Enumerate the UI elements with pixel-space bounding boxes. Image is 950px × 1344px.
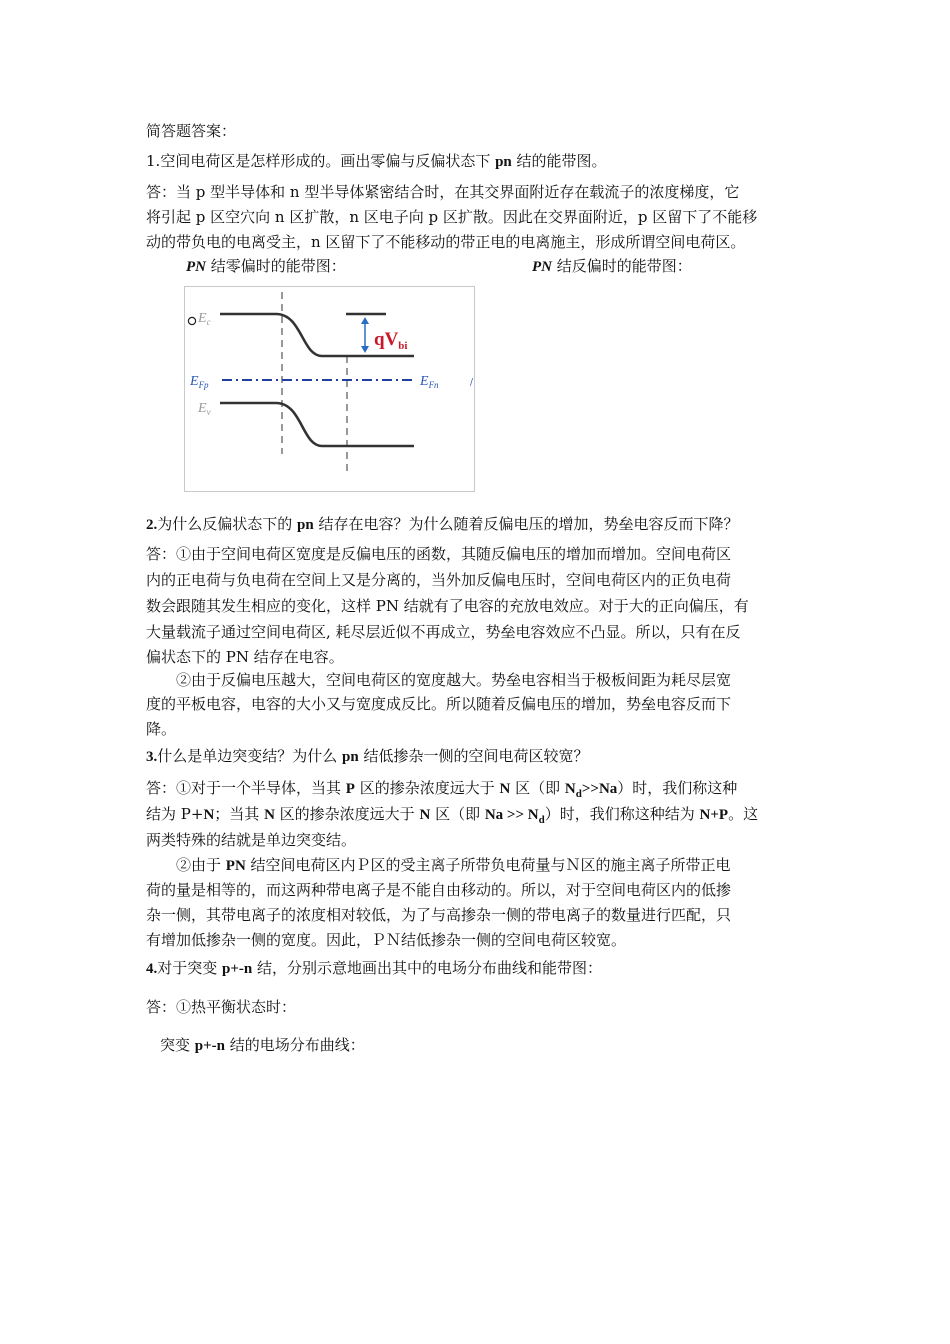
answer-4-subheading: 突变 p+-n 结的电场分布曲线：	[160, 1036, 365, 1054]
question-1: 1.空间电荷区是怎样形成的。画出零偏与反偏状态下 pn 结的能带图。	[146, 152, 607, 170]
page-heading: 简答题答案：	[146, 122, 237, 140]
answer-2b-line: 度的平板电容，电容的大小又与宽度成反比。所以随着反偏电压的增加，势垒电容反而下	[146, 695, 732, 713]
answer-1-line: 答：当 p 型半导体和 n 型半导体紧密结合时，在其交界面附近存在载流子的浓度梯度，它	[146, 183, 740, 201]
caption-zero-bias: PN 结零偏时的能带图：	[186, 257, 346, 275]
answer-3-line: 两类特殊的结就是单边突变结。	[146, 831, 357, 849]
question-4: 4.对于突变 p+-n 结，分别示意地画出其中的电场分布曲线和能带图：	[146, 959, 603, 977]
answer-3b-line: 杂一侧，其带电离子的浓度相对较低，为了与高掺杂一侧的带电离子的数量进行匹配，只	[146, 906, 732, 924]
answer-4-line: 答：①热平衡状态时：	[146, 998, 297, 1016]
answer-2-line: 偏状态下的 PN 结存在电容。	[146, 648, 344, 666]
caption-reverse-bias: PN 结反偏时的能带图：	[532, 257, 692, 275]
answer-3b-line: ②由于 PN 结空间电荷区内Ｐ区的受主离子所带负电荷量与Ｎ区的施主离子所带正电	[176, 856, 731, 874]
answer-2-line: 内的正电荷与负电荷在空间上又是分离的，当外加反偏电压时，空间电荷区内的正负电荷	[146, 571, 732, 589]
answer-3b-line: 有增加低掺杂一侧的宽度。因此，ＰＮ结低掺杂一侧的空间电荷区较宽。	[146, 931, 627, 949]
efp-label: $E_{Fp}$	[190, 374, 209, 390]
answer-2b-line: 降。	[146, 720, 177, 738]
answer-2b-line: ②由于反偏电压越大，空间电荷区的宽度越大。势垒电容相当于极板间距为耗尽层宽	[176, 671, 732, 689]
ec-label: $E_c$	[198, 311, 211, 327]
edge-mark: /	[470, 378, 474, 388]
answer-2-line: 答：①由于空间电荷区宽度是反偏电压的函数，其随反偏电压的增加而增加。空间电荷区	[146, 545, 732, 563]
question-2: 2.为什么反偏状态下的 pn 结存在电容？为什么随着反偏电压的增加，势垒电容反而下降？	[146, 515, 739, 533]
question-3: 3.什么是单边突变结？为什么 pn 结低掺杂一侧的空间电荷区较宽？	[146, 747, 589, 765]
answer-1-line: 动的带负电的电离受主，n 区留下了不能移动的带正电的电离施主，形成所谓空间电荷区。	[146, 233, 746, 251]
answer-2-line: 大量载流子通过空间电荷区, 耗尽层近似不再成立，势垒电容效应不凸显。所以，只有在反	[146, 623, 741, 641]
answer-2-line: 数会跟随其发生相应的变化，这样 PN 结就有了电容的充放电效应。对于大的正向偏压，有	[146, 597, 749, 615]
answer-3b-line: 荷的量是相等的，而这两种带电离子是不能自由移动的。所以，对于空间电荷区内的低掺	[146, 881, 732, 899]
answer-3-line: 结为 P+N；当其 N 区的掺杂浓度远大于 N 区（即 $Na >> N_d$）时，我们称这种结为 N+P。这	[146, 805, 759, 826]
pn-band-diagram	[184, 286, 475, 492]
answer-3-line: 答：①对于一个半导体，当其 P 区的掺杂浓度远大于 N 区（即 $N_d>>Na$）时，我们称这种	[146, 779, 738, 800]
qvbi-label: $qV_{bi}$	[374, 329, 408, 352]
question-number: 1.	[146, 152, 161, 170]
ev-label: $E_v$	[198, 401, 211, 417]
efn-label: $E_{Fn}$	[420, 374, 439, 390]
answer-1-line: 将引起 p 区空穴向 n 区扩散，n 区电子向 p 区扩散。因此在交界面附近，p 区留下了不能移	[146, 208, 758, 226]
